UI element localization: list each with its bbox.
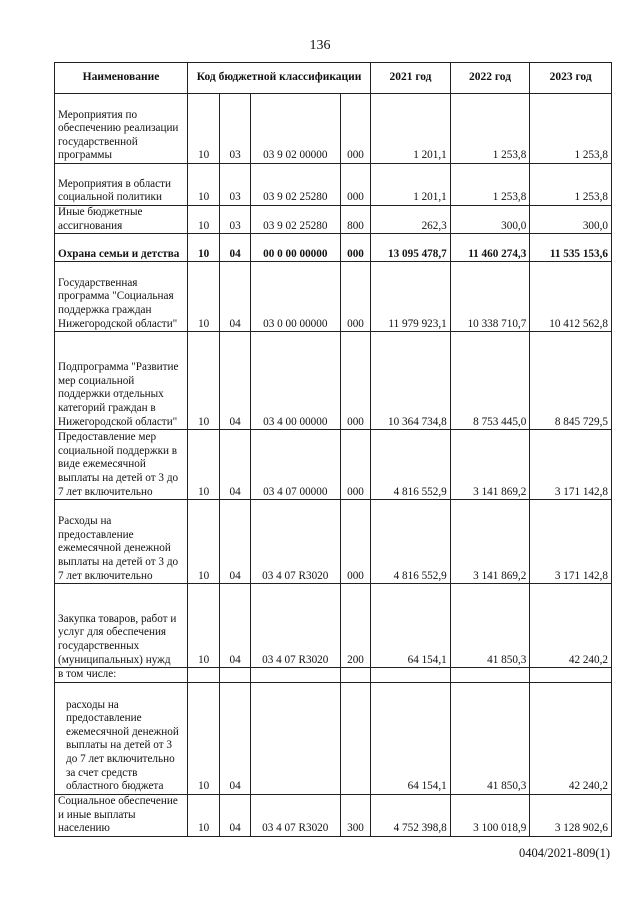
- row-2022-value: 3 141 869,2: [450, 430, 530, 500]
- row-2021-value: 4 752 398,8: [371, 794, 451, 836]
- row-2021-value: 262,3: [371, 206, 451, 234]
- row-2022-value: 3 141 869,2: [450, 500, 530, 584]
- row-name: расходы на предоставление ежемесячной денежной выплаты на детей от 3 до 7 лет включительно за счет средств областного бюджета: [55, 682, 188, 794]
- budget-table: [54, 62, 612, 837]
- row-target-item: 03 4 07 R3020: [250, 584, 340, 668]
- table-row: [55, 206, 612, 234]
- row-2023-value: [530, 668, 612, 683]
- row-2021-value: 10 364 734,8: [371, 332, 451, 430]
- table-row: [55, 500, 612, 584]
- table-row: [55, 262, 612, 332]
- table-row: [55, 430, 612, 500]
- row-section: 10: [187, 430, 219, 500]
- row-name: Расходы на предоставление ежемесячной денежной выплаты на детей от 3 до 7 лет включительно: [55, 500, 188, 584]
- row-2023-value: 11 535 153,6: [530, 234, 612, 262]
- table-row: [55, 682, 612, 794]
- row-2021-value: 64 154,1: [371, 584, 451, 668]
- row-target-item: 03 9 02 25280: [250, 206, 340, 234]
- row-name: Государственная программа "Социальная поддержка граждан Нижегородской области": [55, 262, 188, 332]
- row-2021-value: 4 816 552,9: [371, 430, 451, 500]
- row-2022-value: 41 850,3: [450, 584, 530, 668]
- row-2022-value: 10 338 710,7: [450, 262, 530, 332]
- row-target-item: [250, 668, 340, 683]
- row-section: 10: [187, 234, 219, 262]
- row-expense-type: 000: [340, 430, 370, 500]
- table-header-row: [55, 63, 612, 94]
- row-section: 10: [187, 94, 219, 164]
- row-2022-value: 8 753 445,0: [450, 332, 530, 430]
- row-2023-value: 3 171 142,8: [530, 430, 612, 500]
- header-name: Наименование: [55, 63, 188, 94]
- row-name: Предоставление мер социальной поддержки в виде ежемесячной выплаты на детей от 3 до 7 лет включительно: [55, 430, 188, 500]
- row-2021-value: 1 201,1: [371, 164, 451, 206]
- row-expense-type: [340, 682, 370, 794]
- row-subsection: 04: [220, 584, 250, 668]
- row-name: Социальное обеспечение и иные выплаты населению: [55, 794, 188, 836]
- row-section: [187, 668, 219, 683]
- row-section: 10: [187, 682, 219, 794]
- row-target-item: 03 4 07 R3020: [250, 794, 340, 836]
- row-2023-value: 42 240,2: [530, 584, 612, 668]
- row-target-item: 03 0 00 00000: [250, 262, 340, 332]
- row-2023-value: 300,0: [530, 206, 612, 234]
- row-2023-value: 1 253,8: [530, 94, 612, 164]
- table-row: [55, 794, 612, 836]
- row-2022-value: 300,0: [450, 206, 530, 234]
- row-expense-type: 000: [340, 500, 370, 584]
- row-name: Мероприятия в области социальной политики: [55, 164, 188, 206]
- row-section: 10: [187, 206, 219, 234]
- row-target-item: 03 9 02 25280: [250, 164, 340, 206]
- row-target-item: 00 0 00 00000: [250, 234, 340, 262]
- row-expense-type: 300: [340, 794, 370, 836]
- row-subsection: 04: [220, 500, 250, 584]
- row-name: Иные бюджетные ассигнования: [55, 206, 188, 234]
- row-section: 10: [187, 584, 219, 668]
- row-expense-type: 000: [340, 234, 370, 262]
- row-2023-value: 10 412 562,8: [530, 262, 612, 332]
- row-2021-value: 4 816 552,9: [371, 500, 451, 584]
- row-target-item: 03 4 07 R3020: [250, 500, 340, 584]
- table-row: [55, 584, 612, 668]
- table-row: [55, 332, 612, 430]
- row-2021-value: [371, 668, 451, 683]
- document-id: 0404/2021-809(1): [519, 846, 610, 860]
- row-2022-value: [450, 668, 530, 683]
- header-2022: 2022 год: [450, 63, 530, 94]
- table-row: [55, 234, 612, 262]
- header-2023: 2023 год: [530, 63, 612, 94]
- row-expense-type: 800: [340, 206, 370, 234]
- row-subsection: [220, 668, 250, 683]
- row-section: 10: [187, 262, 219, 332]
- row-name: Охрана семьи и детства: [55, 234, 188, 262]
- row-subsection: 04: [220, 262, 250, 332]
- row-2021-value: 11 979 923,1: [371, 262, 451, 332]
- row-section: 10: [187, 164, 219, 206]
- row-expense-type: 000: [340, 94, 370, 164]
- row-2023-value: 3 171 142,8: [530, 500, 612, 584]
- row-target-item: 03 4 07 00000: [250, 430, 340, 500]
- row-2021-value: 1 201,1: [371, 94, 451, 164]
- table-row: [55, 164, 612, 206]
- row-2022-value: 1 253,8: [450, 94, 530, 164]
- row-name: Подпрограмма "Развитие мер социальной поддержки отдельных категорий граждан в Нижегородской области": [55, 332, 188, 430]
- header-code: Код бюджетной классификации: [187, 63, 370, 94]
- row-name: Закупка товаров, работ и услуг для обеспечения государственных (муниципальных) нужд: [55, 584, 188, 668]
- row-2023-value: 8 845 729,5: [530, 332, 612, 430]
- row-section: 10: [187, 500, 219, 584]
- row-subsection: 04: [220, 332, 250, 430]
- row-subsection: 04: [220, 234, 250, 262]
- row-2022-value: 1 253,8: [450, 164, 530, 206]
- row-2022-value: 3 100 018,9: [450, 794, 530, 836]
- row-2021-value: 13 095 478,7: [371, 234, 451, 262]
- row-2023-value: 1 253,8: [530, 164, 612, 206]
- row-section: 10: [187, 794, 219, 836]
- table-row: [55, 668, 612, 683]
- row-section: 10: [187, 332, 219, 430]
- row-expense-type: 000: [340, 262, 370, 332]
- row-target-item: 03 4 00 00000: [250, 332, 340, 430]
- header-2021: 2021 год: [371, 63, 451, 94]
- row-2023-value: 42 240,2: [530, 682, 612, 794]
- row-2021-value: 64 154,1: [371, 682, 451, 794]
- row-expense-type: 000: [340, 164, 370, 206]
- row-subsection: 03: [220, 206, 250, 234]
- row-subsection: 03: [220, 94, 250, 164]
- row-target-item: 03 9 02 00000: [250, 94, 340, 164]
- page-number: 136: [309, 38, 331, 53]
- row-2023-value: 3 128 902,6: [530, 794, 612, 836]
- row-subsection: 04: [220, 682, 250, 794]
- row-expense-type: [340, 668, 370, 683]
- row-subsection: 03: [220, 164, 250, 206]
- row-name: Мероприятия по обеспечению реализации государственной программы: [55, 94, 188, 164]
- row-name: в том числе:: [55, 668, 188, 683]
- row-subsection: 04: [220, 794, 250, 836]
- row-expense-type: 000: [340, 332, 370, 430]
- row-target-item: [250, 682, 340, 794]
- table-row: [55, 94, 612, 164]
- row-subsection: 04: [220, 430, 250, 500]
- row-2022-value: 41 850,3: [450, 682, 530, 794]
- row-expense-type: 200: [340, 584, 370, 668]
- row-2022-value: 11 460 274,3: [450, 234, 530, 262]
